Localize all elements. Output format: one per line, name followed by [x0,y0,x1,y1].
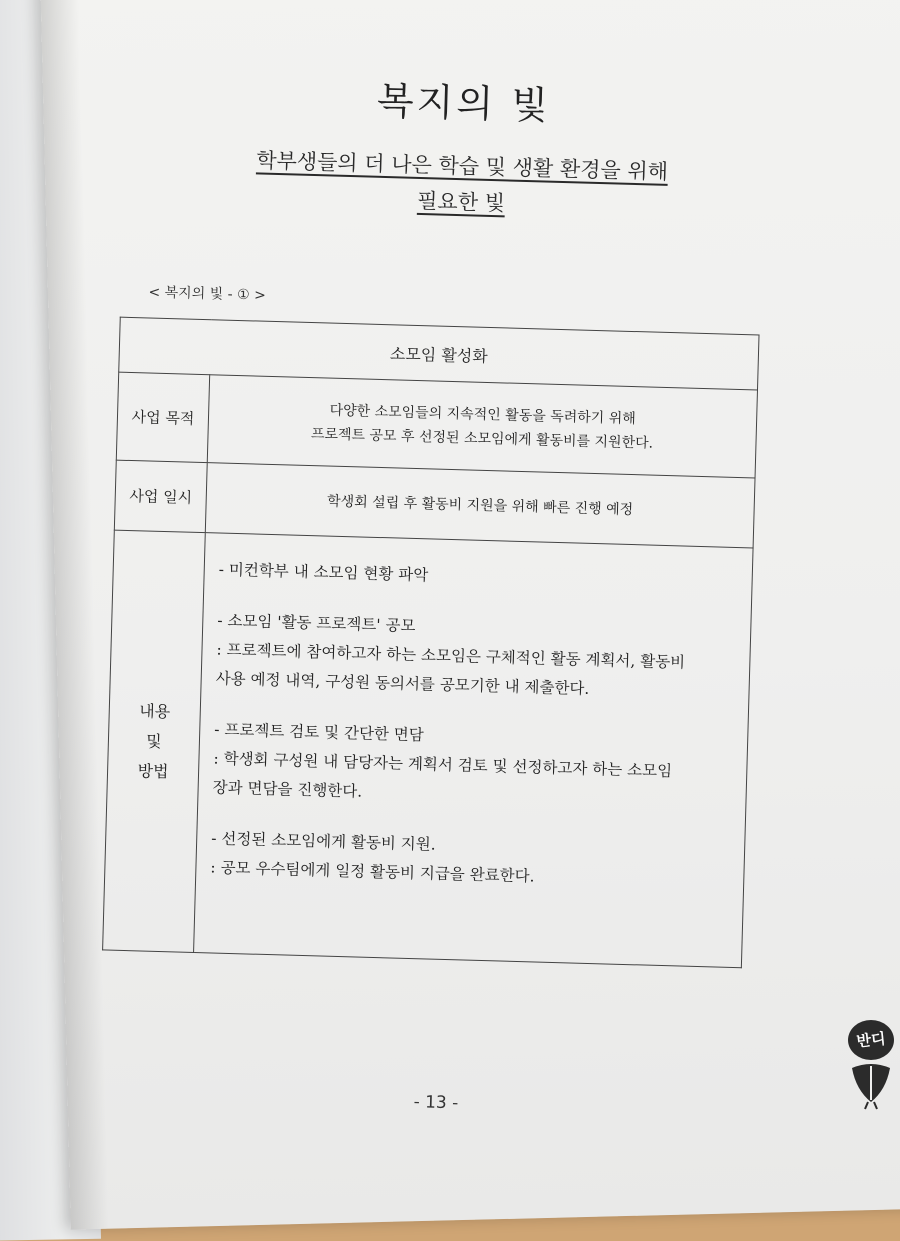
method-line: - 미컨학부 내 소모임 현황 파악 [218,560,429,585]
purpose-line: 프로젝트 공모 후 선정된 소모임에게 활동비를 지원한다. [310,425,654,452]
method-line: - 소모임 '활동 프로젝트' 공모 [217,611,416,636]
subtitle-line-2: 필요한 빛 [416,188,506,216]
schedule-line: 학생회 설립 후 활동비 지원을 위해 빠른 진행 예정 [326,493,634,518]
page-number: - 13 - [413,1092,459,1114]
method-line: 장과 면담을 진행한다. [212,778,363,801]
row-label-purpose: 사업 목적 [116,372,209,463]
method-block [210,824,734,897]
method-label-line: 및 [145,731,162,751]
method-label-line: 내용 [139,700,171,721]
method-line: : 공모 우수팀에게 일정 활동비 지급을 완료한다. [210,858,535,886]
row-value-purpose [207,375,757,478]
table-row [103,530,753,968]
bandi-logo [846,1016,900,1112]
method-block [212,715,737,817]
purpose-line: 다양한 소모임들의 지속적인 활동을 독려하기 위해 [329,402,636,427]
method-block [218,556,742,600]
method-line: - 선정된 소모임에게 활동비 지원. [210,829,436,854]
method-line: : 학생회 구성원 내 담당자는 계획서 검토 및 선정하고자 하는 소모임 [213,749,673,781]
method-line: : 프로젝트에 참여하고자 하는 소모임은 구체적인 활동 계획서, 활동비 [216,640,686,672]
method-label-line: 방법 [137,760,169,781]
method-line: - 프로젝트 검토 및 간단한 면담 [214,720,425,745]
document-subtitle [151,140,773,229]
row-label-method [103,530,206,952]
row-value-method [194,533,754,968]
logo-text: 반디 [855,1029,887,1051]
section-label: < 복지의 빛 - ① > [148,284,267,304]
method-block [215,607,740,709]
table-header: 소모임 활성화 [119,317,759,390]
row-label-schedule: 사업 일시 [114,460,207,533]
method-line: 사용 예정 내역, 구성원 동의서를 공모기한 내 제출한다. [215,669,590,698]
subtitle-line-1: 학부생들의 더 나은 학습 및 생활 환경을 위해 [255,148,669,184]
program-table [102,317,759,969]
document-title: 복지의 빛 [376,78,552,128]
